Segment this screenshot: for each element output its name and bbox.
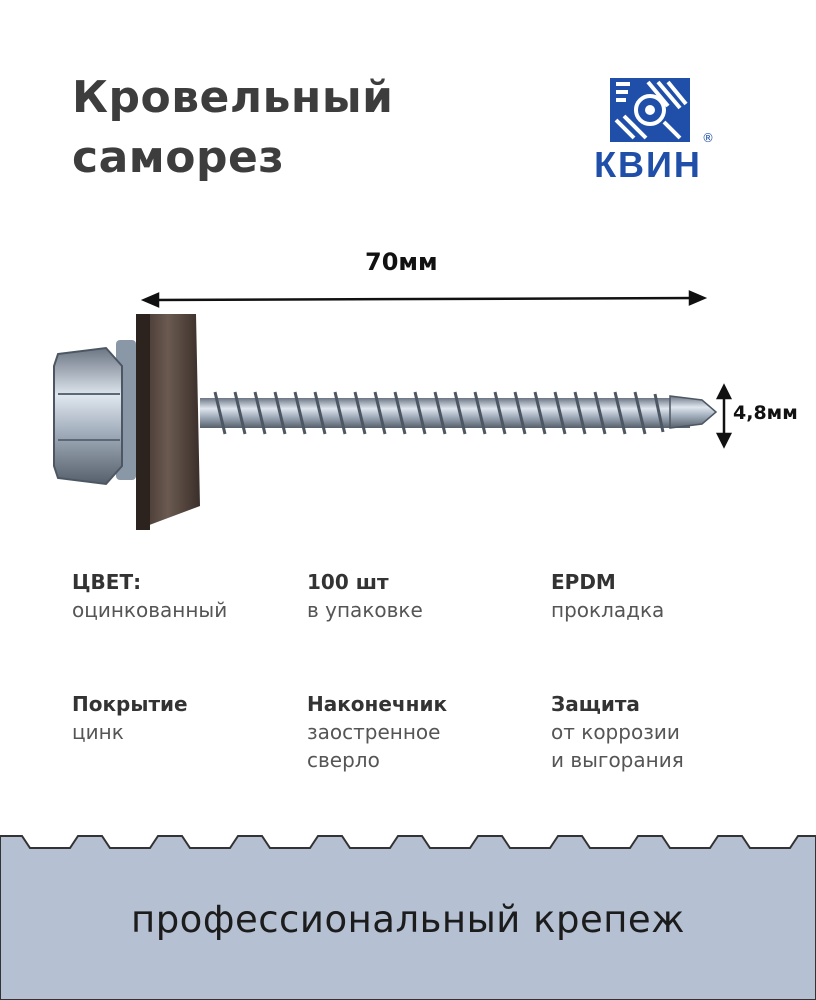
length-arrow (144, 292, 704, 306)
logo-text: КВИН (594, 144, 702, 185)
title-line-1: Кровельный (72, 72, 394, 123)
spec-color-head: ЦВЕТ: (72, 570, 142, 594)
spec-gasket-head: EPDM (551, 570, 616, 594)
spec-protection (551, 690, 781, 774)
footer-slogan: профессиональный крепеж (131, 898, 685, 941)
spec-tip-head: Наконечник (307, 692, 448, 716)
diameter-label: 4,8мм (733, 402, 798, 424)
spec-quantity-line: в упаковке (307, 598, 423, 622)
screw-illustration (40, 290, 740, 540)
brand-logo (568, 76, 728, 186)
spec-color (72, 568, 302, 624)
spec-protection-line-1: от коррозии (551, 720, 680, 744)
title-line-2: саморез (72, 132, 285, 183)
spec-tip-line-2: сверло (307, 748, 380, 772)
spec-coating (72, 690, 302, 746)
spec-quantity (307, 568, 537, 624)
spec-protection-line-2: и выгорания (551, 748, 684, 772)
spec-gasket (551, 568, 781, 624)
spec-tip-line-1: заостренное (307, 720, 441, 744)
spec-quantity-head: 100 шт (307, 570, 389, 594)
spec-color-line: оцинкованный (72, 598, 228, 622)
spec-tip (307, 690, 537, 774)
spec-coating-head: Покрытие (72, 692, 188, 716)
spec-coating-line: цинк (72, 720, 124, 744)
length-label: 70мм (365, 248, 438, 276)
diameter-arrow (718, 386, 730, 446)
spec-protection-head: Защита (551, 692, 640, 716)
product-title (72, 68, 393, 188)
spec-gasket-line: прокладка (551, 598, 665, 622)
registered-mark: ® (702, 131, 714, 145)
